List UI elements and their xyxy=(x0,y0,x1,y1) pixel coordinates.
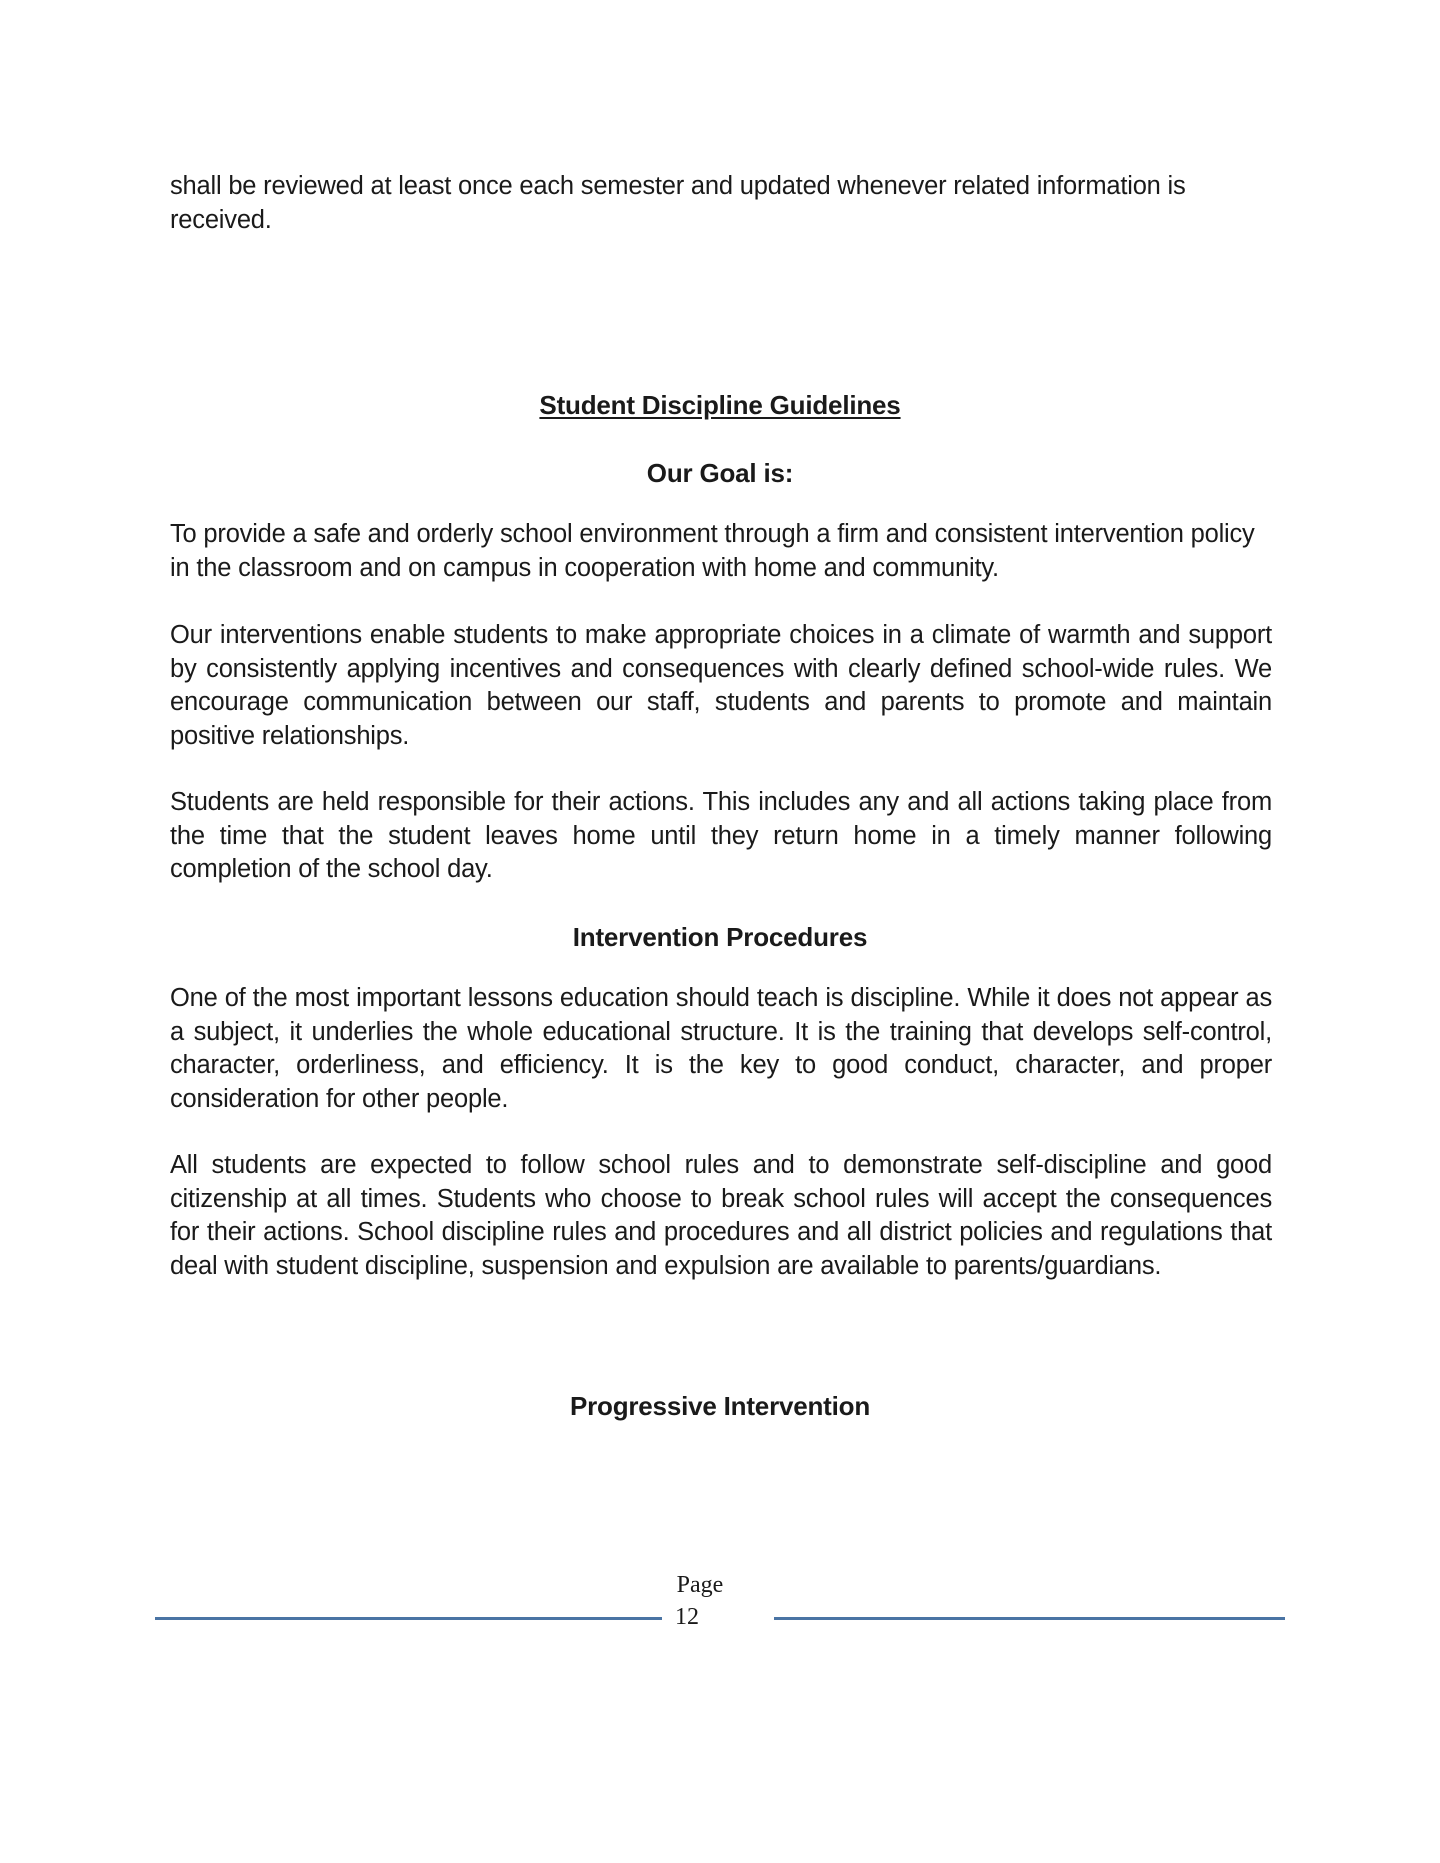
page-label: Page xyxy=(676,1572,724,1598)
section-title-student-discipline-guidelines: Student Discipline Guidelines xyxy=(539,390,901,420)
goal-heading: Our Goal is: xyxy=(646,458,794,488)
footer-rule-right xyxy=(774,1617,1285,1620)
expectations-paragraph: All students are expected to follow school rules and to demonstrate self-discipline and good citizenship at all times. Students who choose to break school rules will accept the consequences for their actions. School discipline rules and procedures and all district policies and regulations that deal with student discipline, suspension and expulsion are available to parents/guardians. xyxy=(170,1151,1272,1280)
intervention-procedures-heading: Intervention Procedures xyxy=(572,922,868,952)
progressive-intervention-heading: Progressive Intervention xyxy=(569,1391,871,1421)
page-number: 12 xyxy=(675,1604,699,1630)
responsibility-paragraph: Students are held responsible for their actions. This includes any and all actions taking place from the time that the student leaves home until they return home in a timely manner following completion of the school day. xyxy=(170,788,1272,883)
lessons-paragraph: One of the most important lessons education should teach is discipline. While it does not appear as a subject, it underlies the whole educational structure. It is the training that develops self-control, character, orderliness, and efficiency. It is the key to good conduct, character, and proper consideration for other people. xyxy=(170,984,1272,1113)
continuation-paragraph: shall be reviewed at least once each semester and updated whenever related information is received. xyxy=(170,172,1186,234)
goal-paragraph: To provide a safe and orderly school environment through a firm and consistent intervention policy in the classroom and on campus in cooperation with home and community. xyxy=(170,520,1255,582)
interventions-paragraph: Our interventions enable students to make appropriate choices in a climate of warmth and support by consistently applying incentives and consequences with clearly defined school-wide rules. We encourage communication between our staff, students and parents to promote and maintain positive relationships. xyxy=(170,621,1272,750)
